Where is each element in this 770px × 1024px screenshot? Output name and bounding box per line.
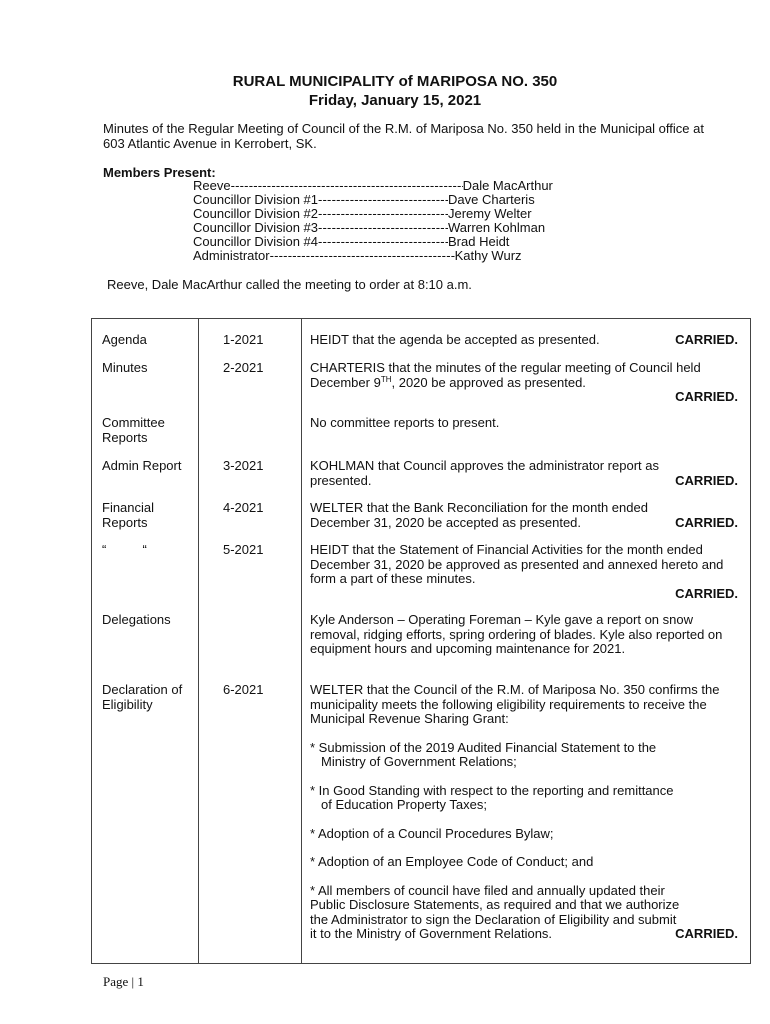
column-divider bbox=[198, 318, 199, 964]
members-heading: Members Present: bbox=[103, 165, 216, 180]
eligibility-item bbox=[310, 855, 738, 870]
row-label: Admin Report bbox=[102, 458, 182, 473]
motion-body: , 2020 be approved as presented. bbox=[391, 374, 586, 390]
motion-body: December 31, 2020 be accepted as presented. bbox=[310, 514, 582, 530]
leader-dashes bbox=[318, 193, 448, 207]
motion-text bbox=[310, 683, 738, 942]
member-name: Dave Charteris bbox=[448, 192, 535, 207]
eligibility-item bbox=[310, 827, 738, 842]
motion-body: it to the Ministry of Government Relations. bbox=[310, 926, 553, 941]
call-to-order: Reeve, Dale MacArthur called the meeting to order at 8:10 a.m. bbox=[107, 277, 472, 292]
motion-body: WELTER that the Council of the R.M. of Mariposa No. 350 confirms the municipality meets the following eligibility requirements to receive the Municipal Revenue Sharing Grant: bbox=[310, 682, 720, 726]
row-label: “ “ bbox=[102, 542, 147, 557]
member-name: Dale MacArthur bbox=[462, 178, 553, 193]
leader-dashes bbox=[318, 221, 448, 235]
motion-text bbox=[310, 361, 738, 405]
intro-paragraph: Minutes of the Regular Meeting of Council of the R.M. of Mariposa No. 350 held in the Municipal office at 603 Atlantic Avenue in Kerrobert, SK. bbox=[103, 121, 704, 151]
bullet-line: Public Disclosure Statements, as required and that we authorize bbox=[310, 897, 680, 912]
eligibility-item bbox=[310, 784, 738, 813]
motion-text: Kyle Anderson – Operating Foreman – Kyle gave a report on snow removal, ridging efforts, spring ordering of blades. Kyle also reported on equipment hours and upcoming maintenance for 2021. bbox=[310, 612, 723, 656]
leader-dashes bbox=[270, 249, 455, 263]
motion-line bbox=[310, 516, 738, 531]
member-role: Councillor Division #2 bbox=[193, 206, 318, 221]
motion-number: 6-2021 bbox=[223, 682, 264, 697]
motion-body: presented. bbox=[310, 472, 372, 488]
motion-line bbox=[310, 474, 738, 489]
bullet-line: Ministry of Government Relations; bbox=[321, 754, 517, 769]
carried-label: CARRIED. bbox=[675, 585, 738, 601]
members-list bbox=[193, 179, 553, 263]
carried-label: CARRIED. bbox=[675, 332, 738, 347]
bullet-line: * Adoption of an Employee Code of Conduct; and bbox=[310, 854, 594, 869]
member-role: Administrator bbox=[193, 248, 270, 263]
bullet-line: the Administrator to sign the Declaration of Eligibility and submit bbox=[310, 911, 677, 927]
member-name: Brad Heidt bbox=[448, 234, 510, 249]
column-divider bbox=[301, 318, 302, 964]
motion-body: HEIDT that the agenda be accepted as presented. bbox=[310, 332, 600, 347]
row-label: Declaration of Eligibility bbox=[102, 682, 183, 712]
motion-text: No committee reports to present. bbox=[310, 415, 500, 430]
member-row bbox=[193, 235, 553, 249]
eligibility-item bbox=[310, 741, 738, 770]
member-role: Councillor Division #3 bbox=[193, 220, 318, 235]
motion-text bbox=[310, 501, 738, 530]
member-name: Jeremy Welter bbox=[448, 206, 532, 221]
carried-label: CARRIED. bbox=[675, 926, 738, 941]
motion-number: 2-2021 bbox=[223, 360, 264, 375]
bullet-line bbox=[310, 927, 738, 942]
document-title: RURAL MUNICIPALITY of MARIPOSA NO. 350 bbox=[232, 73, 558, 90]
row-label: Committee Reports bbox=[102, 415, 165, 445]
motion-body: HEIDT that the Statement of Financial Activities for the month ended December 31, 2020 be approved as presented and annexed hereto and form a part of these minutes. bbox=[310, 542, 724, 586]
bullet-line: * Adoption of a Council Procedures Bylaw; bbox=[310, 825, 554, 841]
motion-number: 4-2021 bbox=[223, 500, 264, 515]
leader-dashes bbox=[318, 207, 448, 221]
motion-line: WELTER that the Bank Reconciliation for the month ended bbox=[310, 500, 648, 515]
member-role: Reeve bbox=[193, 178, 231, 193]
carried-label: CARRIED. bbox=[675, 514, 738, 530]
motion-line: KOHLMAN that Council approves the administrator report as bbox=[310, 458, 659, 473]
motion-number: 1-2021 bbox=[223, 332, 264, 347]
member-role: Councillor Division #4 bbox=[193, 234, 318, 249]
motion-body: CHARTERIS that the minutes of the regular meeting of Council held December 9 bbox=[310, 360, 701, 390]
member-row bbox=[193, 221, 553, 235]
eligibility-item bbox=[310, 884, 738, 942]
bullet-line: * All members of council have filed and annually updated their bbox=[310, 882, 665, 898]
leader-dashes bbox=[318, 235, 448, 249]
row-label: Delegations bbox=[102, 612, 171, 627]
member-row bbox=[193, 193, 553, 207]
motion-number: 5-2021 bbox=[223, 542, 264, 557]
member-name: Kathy Wurz bbox=[454, 248, 522, 263]
bullet-line: * In Good Standing with respect to the reporting and remittance bbox=[310, 782, 674, 798]
meeting-date: Friday, January 15, 2021 bbox=[308, 92, 482, 109]
member-row bbox=[193, 179, 553, 193]
page-number: Page | 1 bbox=[103, 974, 144, 989]
member-name: Warren Kohlman bbox=[448, 220, 546, 235]
motion-number: 3-2021 bbox=[223, 458, 264, 473]
carried-label: CARRIED. bbox=[675, 389, 738, 404]
motion-text bbox=[310, 459, 738, 488]
member-role: Councillor Division #1 bbox=[193, 192, 318, 207]
bullet-line: of Education Property Taxes; bbox=[321, 797, 487, 812]
row-label: Financial Reports bbox=[102, 500, 155, 530]
row-label: Minutes bbox=[102, 360, 148, 375]
motion-text bbox=[310, 543, 738, 601]
member-row bbox=[193, 207, 553, 221]
carried-label: CARRIED. bbox=[675, 472, 738, 488]
motion-text bbox=[310, 333, 738, 348]
ordinal-suffix: TH bbox=[380, 374, 392, 384]
bullet-line: * Submission of the 2019 Audited Financial Statement to the bbox=[310, 739, 657, 755]
leader-dashes bbox=[231, 179, 463, 193]
row-label: Agenda bbox=[102, 332, 147, 347]
member-row bbox=[193, 249, 553, 263]
